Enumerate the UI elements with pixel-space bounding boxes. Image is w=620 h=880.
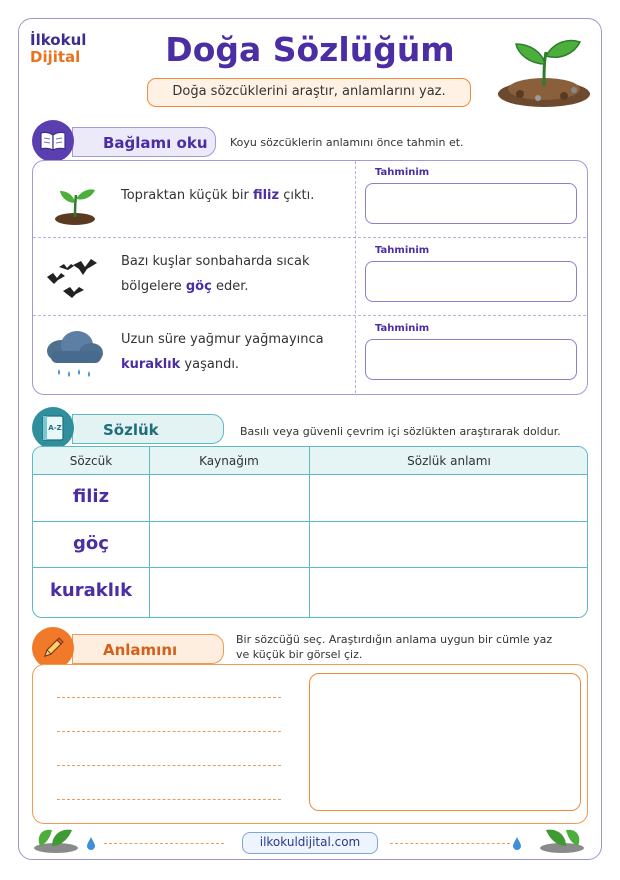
logo-line-1: İlkokul: [30, 31, 87, 49]
writing-line[interactable]: [57, 799, 281, 800]
logo-line-2: Dijital: [30, 48, 81, 66]
table-header: [33, 447, 588, 475]
sentence-text: Uzun süre yağmur yağmayınca kuraklık yaşandı.: [121, 332, 324, 372]
row-divider: [33, 237, 586, 238]
writing-line[interactable]: [57, 765, 281, 766]
keyword-goc: göç: [185, 279, 212, 294]
guess-label: Tahminim: [375, 245, 430, 256]
sentence-row: [33, 161, 586, 239]
sentence-row: [33, 239, 586, 317]
writing-line[interactable]: [57, 697, 281, 698]
section-show-meaning-label: Anlamını: [72, 634, 224, 664]
leaves-left-icon: [30, 822, 90, 854]
water-drop-icon: [86, 836, 96, 850]
column-header-meaning: Sözlük anlamı: [407, 454, 491, 468]
section-context-note: Koyu sözcüklerin anlamını önce tahmin et.: [230, 136, 464, 149]
soil-sprout-icon: [494, 34, 590, 108]
section-dictionary-note: Basılı veya güvenli çevrim içi sözlükten araştırarak doldur.: [240, 425, 561, 438]
pencil-icon: [32, 627, 74, 669]
table-word-kuraklik: kuraklık: [49, 580, 133, 601]
column-header-word: Sözcük: [69, 454, 113, 468]
section-context-label: Bağlamı oku: [72, 127, 216, 157]
sentence-text: Topraktan küçük bir filiz çıktı.: [121, 188, 315, 203]
show-meaning-box: [32, 664, 588, 824]
sentence-row: [33, 317, 586, 395]
table-word-goc: göç: [73, 533, 109, 554]
drawing-box[interactable]: [309, 673, 581, 811]
open-book-icon: [32, 120, 74, 162]
page-subtitle: Doğa sözcüklerini araştır, anlamlarını yaz.: [147, 78, 471, 107]
row-divider: [33, 315, 586, 316]
website-link[interactable]: ilkokuldijital.com: [242, 832, 378, 854]
table-word-filiz: filiz: [72, 486, 110, 507]
water-drop-icon: [512, 836, 522, 850]
page-title: Doğa Sözlüğüm: [165, 30, 455, 69]
birds-icon: [39, 247, 107, 307]
dictionary-table: [32, 446, 588, 618]
rain-cloud-icon: [39, 325, 107, 385]
keyword-filiz: filiz: [252, 188, 280, 203]
section-show-meaning-note: Bir sözcüğü seç. Araştırdığın anlama uygun bir cümle yaz ve küçük bir görsel çiz.: [236, 633, 553, 661]
guess-answer-box[interactable]: [365, 339, 577, 380]
leaves-right-icon: [530, 822, 590, 854]
column-header-source: Kaynağım: [199, 454, 259, 468]
writing-line[interactable]: [57, 731, 281, 732]
footer-dash-right: [390, 843, 510, 844]
footer-dash-left: [104, 843, 224, 844]
context-sentences-box: [32, 160, 588, 395]
guess-label: Tahminim: [375, 167, 430, 178]
dictionary-book-icon: [32, 407, 74, 449]
guess-answer-box[interactable]: [365, 183, 577, 224]
section-dictionary-label: Sözlük: [72, 414, 224, 444]
guess-answer-box[interactable]: [365, 261, 577, 302]
keyword-kuraklik: kuraklık: [121, 357, 181, 372]
svg-text:A-Z: A-Z: [48, 424, 62, 432]
sentence-text: Bazı kuşlar sonbaharda sıcak bölgelere göç eder.: [121, 254, 310, 294]
sprout-icon: [39, 169, 107, 229]
guess-label: Tahminim: [375, 323, 430, 334]
